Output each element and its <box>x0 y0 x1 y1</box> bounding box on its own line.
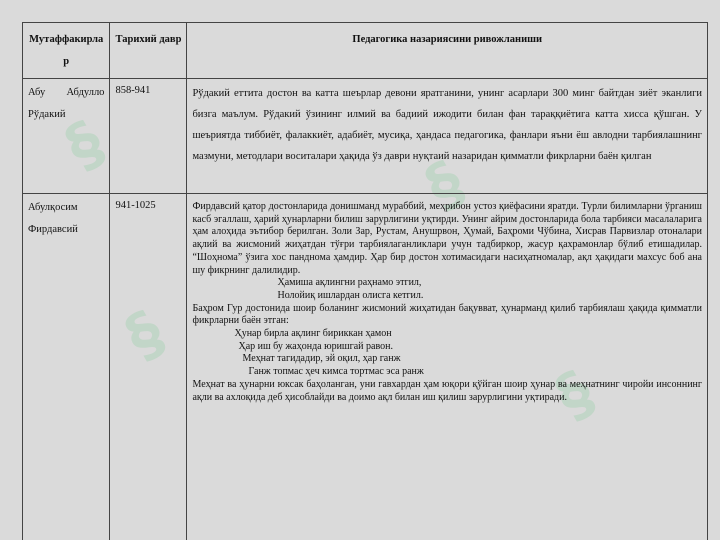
period-value: 941-1025 <box>110 194 187 540</box>
table-row <box>23 79 708 194</box>
verse-line: Ҳар иш бу жаҳонда юришгай равон. <box>238 340 393 352</box>
header-pedagogy: Педагогика назариясини ривожланиши <box>187 23 708 79</box>
verse-line: Меҳнат тагидадир, эй оқил, ҳар ганж <box>242 353 401 365</box>
thinker-name: Абу Абдулло Рўдакий <box>23 79 110 194</box>
table-row <box>23 194 708 540</box>
paragraph: Фирдавсий қатор достонларида донишманд мураббий, меҳрибон устоз қиёфасини яратди. Турли билимларни ўрганиш касб эгаллаш, ҳарий ҳунарларни билиш зарурлигини уқтирди. Унинг айрим достонларида бола тарбияси масалаларига ҳам алоҳида эътибор берилган. Золи Зар, Рустам, Анушрвон, Ҳумай, Баҳроми Чўбина, Хисрав Парвизлар отоналари ақлий ва жисмоний жиҳатдан тўғри тарбиялаганликлари учун тадбиркор, жасур қахрамонлар бўлиб етишадилар. “Шоҳнома” ўзига хос пандномa ҳамдир. Ҳар бир достон хотимасидаги насиҳатномалар, ақл ҳақидаги махсус боб ана шу фикрнинг далилидир. <box>192 201 702 276</box>
watermark-icon: § <box>544 357 606 433</box>
table-header-row <box>23 23 708 79</box>
verse-line: Ҳунар бирла ақлинг бириккан ҳамон <box>234 328 392 340</box>
paragraph: Меҳнат ва ҳунарни юксак баҳоланган, уни гавхардан ҳам юқори қўйган шоир ҳунар ва меҳнатнинг чиройи инсоннинг ақли ва ахлоқида деб ҳисоблайди ва доимо ақл билан иш қилиш зарурлигини уқтиради. <box>192 378 702 403</box>
verse-line: Ҳамиша ақлингни раҳнамо этгил, <box>277 277 422 289</box>
watermark-icon: § <box>54 107 116 183</box>
header-period: Тарихий давр <box>110 23 187 79</box>
scholars-table <box>22 22 708 540</box>
pedagogy-text: Рўдакий еттита достон ва катта шеърлар девони яратганини, унинг асарлари 300 минг байтдан зиёт эканлиги бизга маълум. Рўдакий ўзининг илмий ва бадиий ижодити билан фан тараққиётига катта хисса қўшган. У шеъриятда тиббиёт, фалаккиёт, адабиёт, мусиқа, ҳандаса педагогика, фанлари яъни ёш авлодни тарбиялашнинг мазмуни, методлари воситалари ҳақида ўз даври нуқтаий назаридан қимматли фикрларни баён қилган <box>187 79 708 194</box>
watermark-icon: § <box>114 297 176 373</box>
thinker-name: Абулқосим Фирдавсий <box>23 194 110 540</box>
header-thinker: Мутаффакирла р <box>23 23 110 79</box>
paragraph: Баҳром Гур достонида шоир боланинг жисмоний жиҳатидан бақувват, ҳунарманд қилиб тарбиялаш ҳақида қимматли фикрларни баён этган: <box>192 302 702 327</box>
verse-line: Нолойиқ ишлардан олисга кетгил. <box>277 289 424 301</box>
pedagogy-text <box>187 194 708 540</box>
verse-line: Ганж топмас ҳеч кимса тортмас эса ранж <box>248 366 424 378</box>
watermark-icon: § <box>414 147 476 223</box>
period-value: 858-941 <box>110 79 187 194</box>
